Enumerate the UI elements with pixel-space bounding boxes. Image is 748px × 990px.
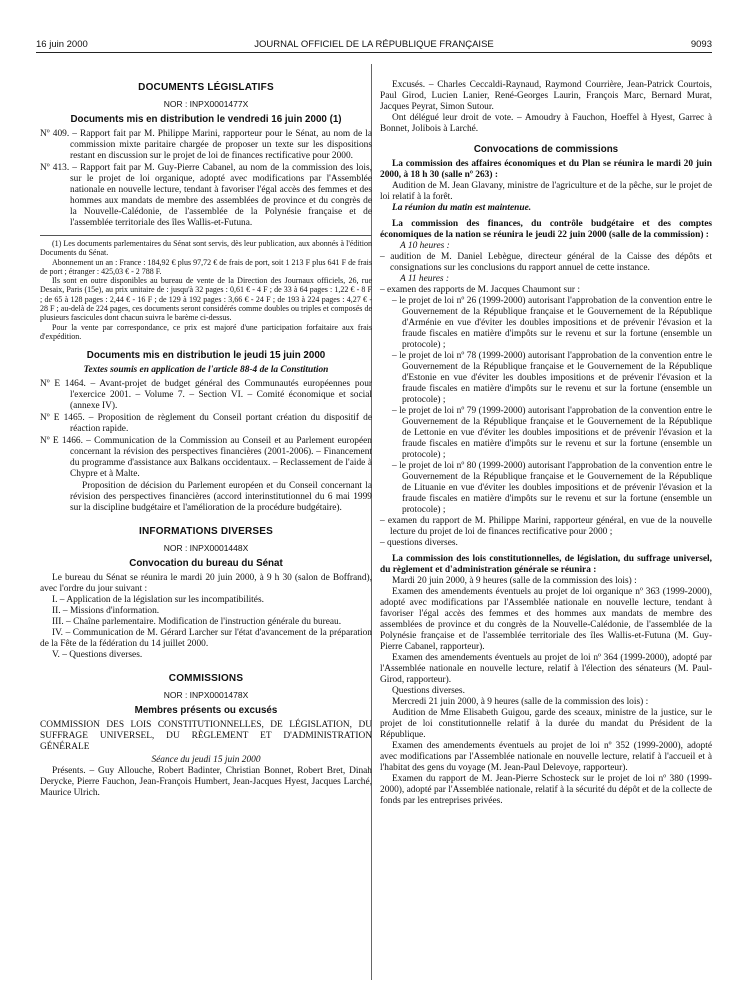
time-label: A 10 heures :: [400, 241, 450, 251]
subsection-title: Documents mis en distribution le jeudi 15 juin 2000: [86, 350, 326, 362]
agenda-subitem: – le projet de loi nº 79 (1999-2000) autorisant l'approbation de la convention entre le Gouvernement de la République française et le Gouvernement de la République de Lettonie en vue d'éviter les doubles impositions et de prévenir l'évasion et la fraude fiscales en matière d'impôts sur le revenu et sur la fortune (ensemble un protocole) ;: [392, 406, 712, 460]
paragraph: Audition de M. Jean Glavany, ministre de l'agriculture et de la pêche, sur le projet de loi relatif à la forêt.: [380, 181, 712, 202]
section-title-informations: INFORMATIONS DIVERSES: [138, 526, 274, 538]
list-item: Nº 409. – Rapport fait par M. Philippe Marini, rapporteur pour le Sénat, au nom de la commission mixte paritaire chargée de proposer un texte sur les dispositions restant en discussion sur le projet de loi de finances rectificative pour 2000.: [40, 129, 372, 161]
delegation-list: Ont délégué leur droit de vote. – Amoudry à Fauchon, Hoeffel à Hyest, Garrec à Bonnet, Jolibois à Larché.: [380, 113, 712, 134]
list-item: V. – Questions diverses.: [52, 650, 143, 661]
subsection-subtitle: Textes soumis en application de l'article 88-4 de la Constitution: [83, 365, 329, 376]
paragraph: La réunion du matin est maintenue.: [392, 203, 532, 213]
list-item: Nº E 1464. – Avant-projet de budget général des Communautés européennes pour l'exercice 2001. – Volume 7. – Section VI. – Comité économique et social (annexe IV).: [40, 379, 372, 412]
agenda-subitem: – le projet de loi nº 78 (1999-2000) autorisant l'approbation de la convention entre le Gouvernement de la République française et le Gouvernement de la République d'Estonie en vue d'éviter les doubles impositions et de prévenir l'évasion et la fraude fiscales en matière d'impôts sur le revenu et sur la fortune (ensemble un protocole) ;: [392, 351, 712, 405]
agenda-item: – examen du rapport de M. Philippe Marini, rapporteur général, en vue de la nouvelle lecture du projet de loi de finances rectificative pour 2000 ;: [380, 516, 712, 537]
nor-reference: NOR : INPX0001477X: [163, 99, 249, 109]
section-title-documents: DOCUMENTS LÉGISLATIFS: [138, 82, 274, 93]
paragraph: Questions diverses.: [392, 686, 465, 696]
nor-reference: NOR : INPX0001448X: [163, 543, 249, 554]
right-column: [380, 80, 712, 807]
list-item: IV. – Communication de M. Gérard Larcher sur l'état d'avancement de la préparation de la Fête de la fédération du 14 juillet 2000.: [40, 628, 372, 650]
agenda-subitem: – le projet de loi nº 80 (1999-2000) autorisant l'approbation de la convention entre le Gouvernement de la République française et le Gouvernement de la République de Lituanie en vue d'éviter les doubles impositions et de prévenir l'évasion et la fraude fiscales en matière d'impôts sur le revenu et sur la fortune (ensemble un protocole) ;: [392, 461, 712, 515]
header-page-number: 9093: [690, 39, 712, 50]
list-item: Nº E 1465. – Proposition de règlement du Conseil portant création du dispositif de réaction rapide.: [40, 413, 372, 435]
subsection-title: Documents mis en distribution le vendredi 16 juin 2000 (1): [70, 114, 342, 125]
paragraph: Examen des amendements éventuels au projet de loi nº 352 (1999-2000), adopté avec modifications par l'Assemblée nationale en nouvelle lecture, relatif à l'accueil et à l'habitat des gens du voyage (M. Jean-Paul Delevoye, rapporteur).: [380, 741, 712, 773]
section-title-commissions: COMMISSIONS: [168, 673, 244, 685]
list-item: II. – Missions d'information.: [52, 606, 160, 617]
subsection-title: Convocation du bureau du Sénat: [129, 558, 283, 570]
list-item: I. – Application de la législation sur les incompatibilités.: [52, 595, 264, 606]
meeting-date: Mercredi 21 juin 2000, à 9 heures (salle de la commission des lois) :: [392, 697, 649, 707]
session-date: Séance du jeudi 15 juin 2000: [151, 755, 261, 766]
agenda-item: – examen des rapports de M. Jacques Chaumont sur :: [380, 285, 580, 295]
header-title: JOURNAL OFFICIEL DE LA RÉPUBLIQUE FRANÇAISE: [254, 39, 494, 50]
header-date: 16 juin 2000: [36, 39, 88, 50]
paragraph: Examen du rapport de M. Jean-Pierre Schosteck sur le projet de loi nº 380 (1999-2000), adopté par l'Assemblée nationale, relatif à la sécurité du dépôt et de la collecte de fonds par les entreprises privées.: [380, 774, 712, 806]
paragraph: Le bureau du Sénat se réunira le mardi 20 juin 2000, à 9 h 30 (salon de Boffrand), avec l'ordre du jour suivant :: [40, 573, 372, 595]
time-label: A 11 heures :: [400, 274, 450, 284]
footnote: (1) Les documents parlementaires du Sénat sont servis, dès leur publication, aux abonnés à l'édition Documents du Sénat. Abonnement un an : France : 184,92 € plus 97,72 € de frais de port, soit 1 213 F plus 641 F de frais de port ; étranger : 425,03 € - 2 788 F. Ils sont en outre disponibles au bureau de vente de la Direction des Journaux officiels, 26, rue Desaix, Paris (15e), au prix unitaire de : jusqu'à 32 pages : 0,61 € - 4 F ; de 33 à 64 pages : 1,22 € - 8 F ; de 65 à 128 pages : 2,44 € - 16 F ; de 129 à 192 pages : 3,66 € - 24 F ; de 193 à 224 pages : 4,27 € - 28 F ; au-delà de 224 pages, ces documents seront considérés comme doubles ou triples et composés de plusieurs fascicules dont chacun suivra le barème ci-dessus. Pour la vente par correspondance, ce prix est majoré d'une participation forfaitaire aux frais d'expédition.: [40, 235, 372, 341]
commission-name: COMMISSION DES LOIS CONSTITUTIONNELLES, DE LÉGISLATION, DU SUFFRAGE UNIVERSEL, DU RÈGLEMENT ET D'ADMINISTRATION GÉNÉRALE: [40, 720, 372, 753]
subsection-title: Convocations de commissions: [473, 144, 619, 155]
agenda-subitem: – le projet de loi nº 26 (1999-2000) autorisant l'approbation de la convention entre le Gouvernement de la République française et le Gouvernement de la République d'Arménie en vue d'éviter les doubles impositions et de prévenir l'évasion et la fraude fiscales en matière d'impôts sur le revenu et sur la fortune (ensemble un protocole) ;: [392, 296, 712, 350]
nor-reference: NOR : INPX0001478X: [163, 690, 249, 701]
list-item: Nº 413. – Rapport fait par M. Guy-Pierre Cabanel, au nom de la commission des lois, sur le projet de loi organique, adopté avec modifications par l'Assemblée nationale en nouvelle lecture, tendant à favoriser l'égal accès des femmes et des hommes aux mandats de membre des assemblées de province et du congrès de la Nouvelle-Calédonie, de l'assemblée de la Polynésie française et de l'assemblée territoriale des îles Wallis-et-Futuna.: [40, 163, 372, 228]
paragraph: Examen des amendements éventuels au projet de loi nº 364 (1999-2000), adopté par l'Assemblée nationale en nouvelle lecture, relatif à l'élection des sénateurs (M. Paul-Girod, rapporteur).: [380, 653, 712, 685]
left-column: [40, 80, 372, 799]
meeting-date: Mardi 20 juin 2000, à 9 heures (salle de la commission des lois) :: [392, 576, 637, 586]
list-item-continuation: Proposition de décision du Parlement européen et du Conseil concernant la révision des perspectives financières (accord interinstitutionnel du 6 mai 1999 sur la discipline budgétaire et l'amélioration de la procédure budgétaire).: [70, 481, 372, 514]
list-item: Nº E 1466. – Communication de la Commission au Conseil et au Parlement européen concernant la révision des perspectives financières (2001-2006). – Financement du programme d'assistance aux Balkans occidentaux. – Reclassement de l'aide à Chypre et à Malte.: [40, 436, 372, 480]
paragraph: La commission des affaires économiques et du Plan se réunira le mardi 20 juin 2000, à 18 h 30 (salle nº 263) :: [380, 159, 712, 180]
paragraph: Examen des amendements éventuels au projet de loi organique nº 363 (1999-2000), adopté avec modifications par l'Assemblée nationale en nouvelle lecture, tendant à favoriser l'égal accès des femmes et des hommes aux mandats de membre des assemblées de province et du congrès de la Nouvelle-Calédonie, de l'assemblée de la Polynésie française et de l'assemblée territoriale des îles Wallis-et-Futuna (M. Guy-Pierre Cabanel, rapporteur).: [380, 587, 712, 652]
presents-list: Présents. – Guy Allouche, Robert Badinter, Christian Bonnet, Robert Bret, Dinah Derycke, Pierre Fauchon, Jean-François Humbert, Jean-Jacques Hyest, Jacques Larché, Maurice Ulrich.: [40, 766, 372, 799]
agenda-item: – questions diverses.: [380, 538, 458, 548]
page-header: [36, 38, 712, 53]
excuses-list: Excusés. – Charles Ceccaldi-Raynaud, Raymond Courrière, Jean-Patrick Courtois, Paul Girod, Lucien Lanier, René-Georges Laurin, François Marc, Bernard Murat, Jacques Peyrat, Simon Sutour.: [380, 80, 712, 112]
paragraph: Audition de Mme Elisabeth Guigou, garde des sceaux, ministre de la justice, sur le projet de loi constitutionnelle relatif à la durée du mandat du Président de la République.: [380, 708, 712, 740]
list-item: III. – Chaîne parlementaire. Modification de l'instruction générale du bureau.: [52, 617, 342, 628]
paragraph: La commission des lois constitutionnelles, de législation, du suffrage universel, du règlement et d'administration générale se réunira :: [380, 554, 712, 575]
agenda-item: – audition de M. Daniel Lebègue, directeur général de la Caisse des dépôts et consignations sur les conclusions du rapport annuel de cette instance.: [380, 252, 712, 273]
subsection-title: Membres présents ou excusés: [134, 705, 278, 717]
paragraph: La commission des finances, du contrôle budgétaire et des comptes économiques de la nation se réunira le jeudi 22 juin 2000 (salle de la commission) :: [380, 219, 712, 240]
